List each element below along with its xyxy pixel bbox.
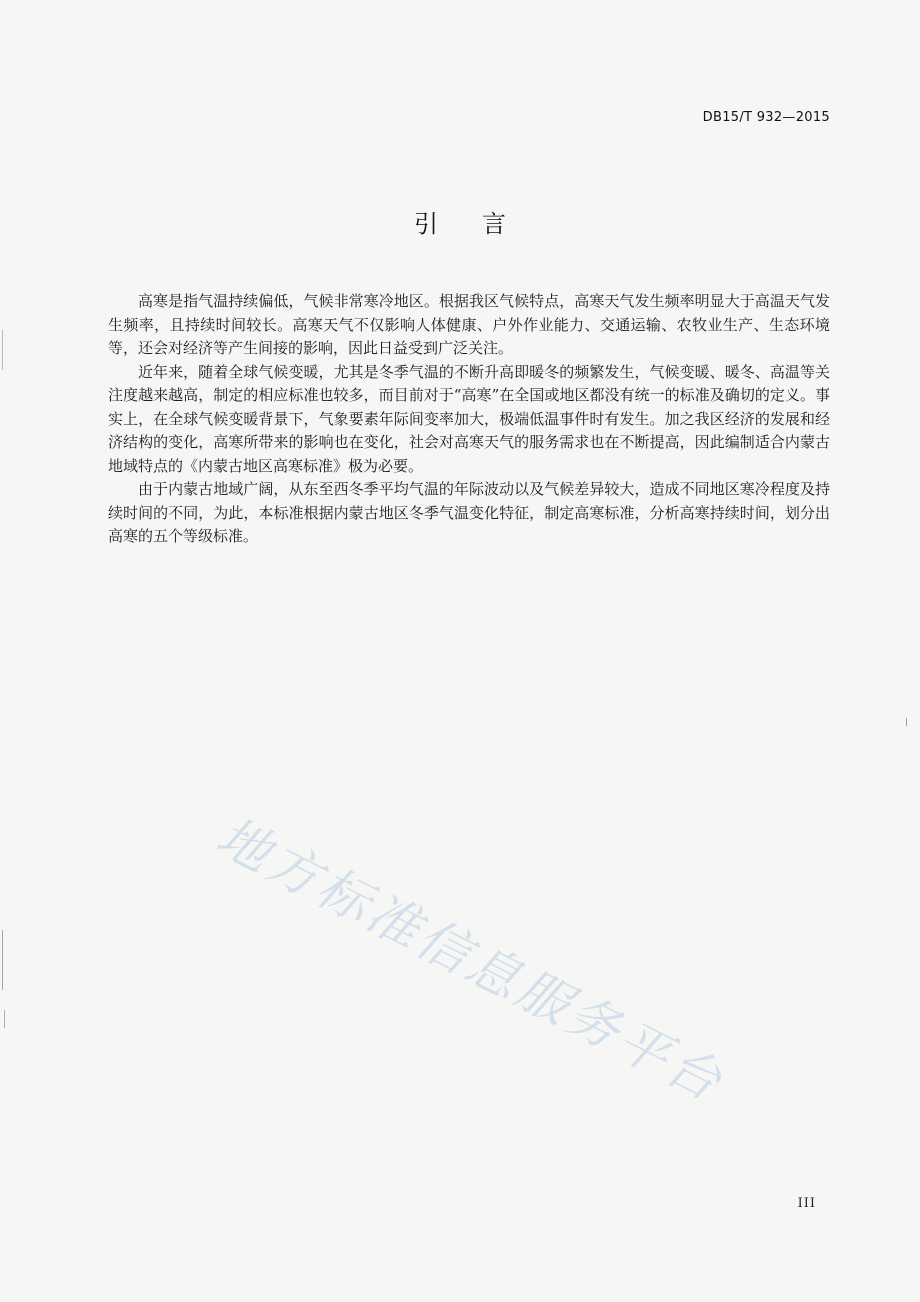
watermark: 地方标准信息服务平台 (206, 806, 734, 1115)
section-title: 引言 (414, 210, 550, 238)
scan-artifact (4, 1010, 5, 1028)
paragraph-1: 高寒是指气温持续偏低，气候非常寒冷地区。根据我区气候特点，高寒天气发生频率明显大于高温天气发生频率，且持续时间较长。高寒天气不仅影响人体健康、户外作业能力、交通运输、农牧业生产、生态环境等，还会对经济等产生间接的影响，因此日益受到广泛关注。 (108, 292, 830, 357)
page-number: III (797, 1196, 816, 1211)
body-text (108, 290, 830, 549)
scan-artifact (906, 718, 907, 726)
scan-artifact (2, 330, 3, 370)
paragraph-3: 由于内蒙古地域广阔，从东至西冬季平均气温的年际波动以及气候差异较大，造成不同地区寒冷程度及持续时间的不同，为此，本标准根据内蒙古地区冬季气温变化特征，制定高寒标准，分析高寒持续时间，划分出高寒的五个等级标准。 (108, 480, 830, 545)
document-code: DB15/T 932—2015 (702, 110, 830, 125)
paragraph-2: 近年来，随着全球气候变暖，尤其是冬季气温的不断升高即暖冬的频繁发生，气候变暖、暖冬、高温等关注度越来越高，制定的相应标准也较多，而目前对于“高寒”在全国或地区都没有统一的标准及确切的定义。事实上，在全球气候变暖背景下，气象要素年际间变率加大，极端低温事件时有发生。加之我区经济的发展和经济结构的变化，高寒所带来的影响也在变化，社会对高寒天气的服务需求也在不断提高，因此编制适合内蒙古地域特点的《内蒙古地区高寒标准》极为必要。 (108, 362, 830, 475)
scan-artifact (2, 930, 3, 990)
